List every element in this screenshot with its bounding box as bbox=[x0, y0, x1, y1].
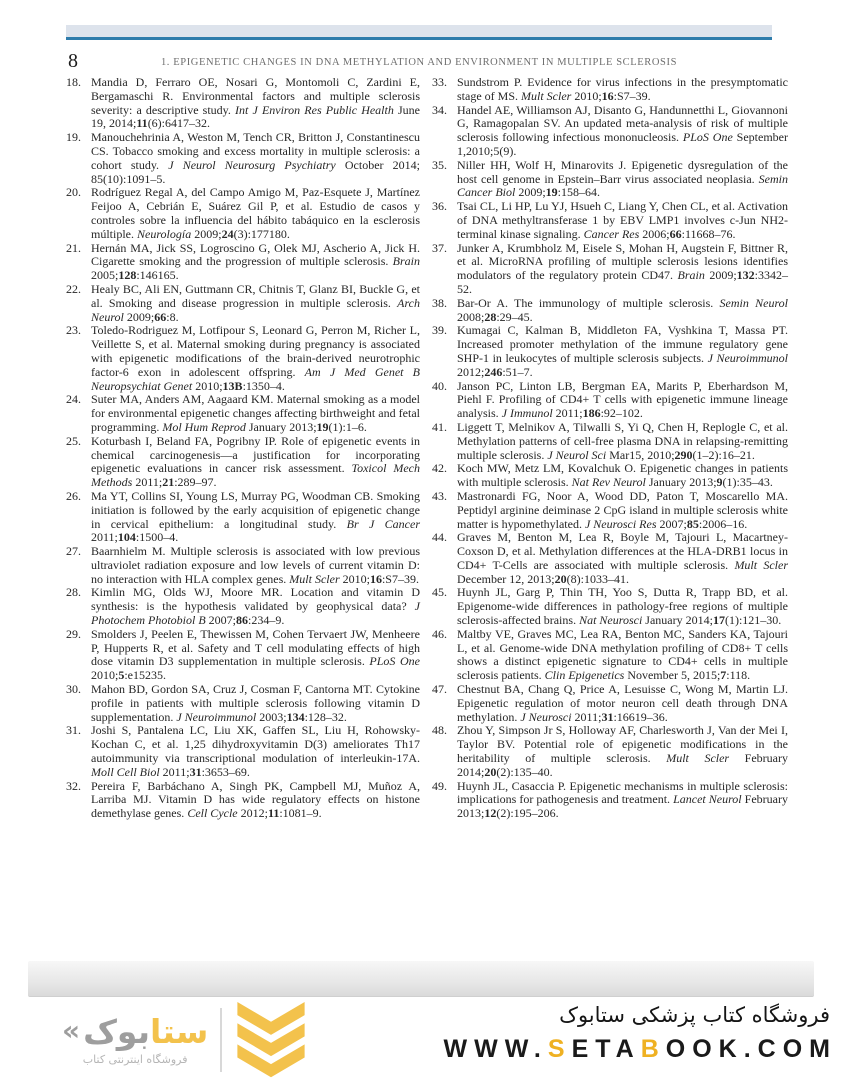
store-title: فروشگاه کتاب پزشکی ستابوک bbox=[559, 1003, 830, 1027]
references-column-left bbox=[66, 76, 420, 821]
reference-item bbox=[66, 490, 420, 545]
reference-number: 45. bbox=[432, 585, 447, 600]
reference-number: 29. bbox=[66, 626, 81, 641]
wordmark-yellow-part: ستا bbox=[149, 1011, 209, 1051]
reference-text: Healy BC, Ali EN, Guttmann CR, Chitnis T, Glanz BI, Buckle G, et al. Smoking and disease progression in multiple sclerosis. Arch Neurol 2009;66:8. bbox=[91, 281, 420, 324]
reference-number: 31. bbox=[66, 723, 81, 738]
reference-text: Baarnhielm M. Multiple sclerosis is associated with low previous ultraviolet radiation exposure and low levels of current vitamin D: no interaction with HLA complex genes. Mult Scler 2010;16:S7–39. bbox=[91, 544, 420, 586]
reference-text: Janson PC, Linton LB, Bergman EA, Marits P, Eberhardson M, Piehl F. Profiling of CD4+ T cells with epigenetic immune lineage analysis. J Immunol 2011;186:92–102. bbox=[457, 378, 788, 421]
reference-item bbox=[66, 242, 420, 283]
wordmark-gray-part: بوک bbox=[83, 1011, 150, 1051]
reference-number: 43. bbox=[432, 488, 447, 503]
reference-item bbox=[66, 586, 420, 627]
reference-item bbox=[66, 283, 420, 324]
reference-text: Joshi S, Pantalena LC, Liu XK, Gaffen SL, Liu H, Rohowsky-Kochan C, et al. 1,25 dihydroxyvitamin D(3) ameliorates Th17 autoimmunity via transcriptional modulation of interleukin-17A. Moll Cell Biol 2011;31:3653–69. bbox=[91, 723, 420, 779]
page-number: 8 bbox=[68, 50, 78, 72]
reference-text: Graves M, Benton M, Lea R, Boyle M, Tajouri L, Macartney-Coxson D, et al. Methylation differences at the HLA-DRB1 locus in CD4+ T-Cells are associated with multiple sclerosis. Mult Scler December 12, 2013;20(8):1033–41. bbox=[457, 530, 788, 586]
reference-text: Hernán MA, Jick SS, Logroscino G, Olek MJ, Ascherio A, Jick H. Cigarette smoking and the progression of multiple sclerosis. Brain 2005;128:146165. bbox=[91, 240, 420, 283]
reference-item bbox=[66, 545, 420, 586]
reference-item bbox=[432, 200, 788, 241]
reference-text: Koch MW, Metz LM, Kovalchuk O. Epigenetic changes in patients with multiple sclerosis. Nat Rev Neurol January 2013;9(1):35–43. bbox=[457, 461, 788, 490]
reference-text: Manouchehrinia A, Weston M, Tench CR, Britton J, Constantinescu CS. Tobacco smoking and excess mortality in multiple sclerosis: a cohort study. J Neurol Neurosurg Psychiatry October 2014; 85(10):1091–5. bbox=[91, 130, 421, 186]
reference-item bbox=[432, 324, 788, 379]
reference-text: Handel AE, Williamson AJ, Disanto G, Handunnetthi L, Giovannoni G, Ramagopalan SV. An updated meta-analysis of risk of multiple sclerosis following infectious mononucleosis. PLoS One September 1,2010;5(9). bbox=[457, 102, 788, 158]
url-segment: OOK.COM bbox=[665, 1035, 837, 1063]
reference-text: Liggett T, Melnikov A, Tilwalli S, Yi Q, Chen H, Replogle C, et al. Methylation patterns of cell-free plasma DNA in relapsing-remitting multiple sclerosis. J Neurol Sci Mar15, 2010;290(1–2):16–21. bbox=[457, 419, 788, 462]
reference-text: Chestnut BA, Chang Q, Price A, Lesuisse C, Wong M, Martin LJ. Epigenetic regulation of motor neuron cell death through DNA methylation. J Neurosci 2011;31:16619–36. bbox=[457, 682, 788, 724]
reference-number: 40. bbox=[432, 378, 447, 393]
reference-number: 38. bbox=[432, 295, 447, 310]
guillemet-icon: « bbox=[62, 1014, 81, 1047]
reference-number: 25. bbox=[66, 433, 81, 448]
reference-text: Mandia D, Ferraro OE, Nosari G, Montomoli C, Zardini E, Bergamaschi R. Environmental factors and multiple sclerosis severity: a descriptive study. Int J Environ Res Public Health June 19, 2014;11(6):6417–32. bbox=[91, 75, 420, 131]
reference-text: Zhou Y, Simpson Jr S, Holloway AF, Charlesworth J, Van der Mei I, Taylor BV. Potential role of epigenetic modifications in the heritability of multiple sclerosis. Mult Scler February 2014;20(2):135–40. bbox=[457, 723, 788, 779]
reference-number: 18. bbox=[66, 75, 81, 89]
reference-item bbox=[432, 380, 788, 421]
reference-text: Junker A, Krumbholz M, Eisele S, Mohan H, Augstein F, Bittner R, et al. MicroRNA profiling of multiple sclerosis lesions identifies modulators of the regulatory protein CD47. Brain 2009;132:3342–52. bbox=[457, 240, 788, 296]
reference-text: Kimlin MG, Olds WJ, Moore MR. Location and vitamin D synthesis: is the hypothesis validated by geophysical data? J Photochem Photobiol B 2007;86:234–9. bbox=[91, 585, 420, 628]
reference-text: Huynh JL, Garg P, Thin TH, Yoo S, Dutta R, Trapp BD, et al. Epigenome-wide differences in pathology-free regions of multiple sclerosis-affected brains. Nat Neurosci January 2014;17(1):121–30. bbox=[457, 585, 788, 628]
reference-item bbox=[432, 104, 788, 159]
reference-number: 26. bbox=[66, 488, 81, 503]
reference-text: Sundstrom P. Evidence for virus infections in the presymptomatic stage of MS. Mult Scler 2010;16:S7–39. bbox=[457, 75, 788, 103]
reference-text: Toledo-Rodriguez M, Lotfipour S, Leonard G, Perron M, Richer L, Veillette S, et al. Maternal smoking during pregnancy is associated with epigenetic modifications of the brain-derived neurotrophic factor-6 exon in adolescent offspring. Am J Med Genet B Neuropsychiat Genet 2010;13B:1350–4. bbox=[91, 323, 420, 393]
logo-wordmark bbox=[62, 1011, 209, 1066]
reference-item bbox=[432, 159, 788, 200]
reference-item bbox=[432, 586, 788, 627]
reference-text: Koturbash I, Beland FA, Pogribny IP. Role of epigenetic events in chemical carcinogenesis—a justification for incorporating epigenetic evaluations in cancer risk assessment. Toxicol Mech Methods 2011;21:289–97. bbox=[91, 433, 421, 490]
reference-number: 39. bbox=[432, 323, 447, 338]
url-segment: ETA bbox=[571, 1035, 641, 1063]
reference-number: 42. bbox=[432, 461, 447, 476]
reference-text: Kumagai C, Kalman B, Middleton FA, Vyshkina T, Massa PT. Increased promoter methylation of the immune regulatory gene SHP-1 in leukocytes of multiple sclerosis subjects. J Neuroimmunol 2012;246:51–7. bbox=[457, 323, 789, 379]
reference-text: Pereira F, Barbáchano A, Singh PK, Campbell MJ, Muñoz A, Larriba MJ. Vitamin D has wide regulatory effects on histone demethylase genes. Cell Cycle 2012;11:1081–9. bbox=[91, 778, 420, 821]
reference-item bbox=[66, 683, 420, 724]
url-segment: B bbox=[640, 1035, 666, 1063]
reference-item bbox=[432, 421, 788, 462]
reference-number: 41. bbox=[432, 419, 447, 434]
reference-item bbox=[432, 531, 788, 586]
reference-number: 24. bbox=[66, 392, 81, 407]
reference-number: 21. bbox=[66, 240, 81, 255]
chevrons-icon bbox=[234, 1002, 308, 1078]
reference-item bbox=[66, 435, 420, 490]
reference-item bbox=[66, 628, 420, 683]
reference-text: Maltby VE, Graves MC, Lea RA, Benton MC, Sanders KA, Tajouri L, et al. Genome-wide DNA methylation profiling of CD8+ T cells shows a distinct epigenetic signature to CD4+ cells in multiple sclerosis patients. Clin Epigenetics November 5, 2015;7:118. bbox=[457, 626, 788, 683]
url-segment: WWW. bbox=[443, 1035, 548, 1063]
reference-number: 44. bbox=[432, 530, 447, 545]
logo-tagline: فروشگاه اینترنتی کتاب bbox=[82, 1052, 188, 1066]
reference-item bbox=[66, 76, 420, 131]
reference-item bbox=[432, 628, 788, 683]
reference-number: 46. bbox=[432, 626, 447, 641]
reference-text: Suter MA, Anders AM, Aagaard KM. Maternal smoking as a model for environmental epigenetic changes affecting birthweight and fetal programming. Mol Hum Reprod January 2013;19(1):1–6. bbox=[91, 392, 420, 434]
reference-number: 28. bbox=[66, 585, 81, 600]
reference-number: 47. bbox=[432, 682, 447, 697]
reference-number: 48. bbox=[432, 723, 447, 738]
reference-number: 49. bbox=[432, 778, 447, 793]
reference-item bbox=[432, 242, 788, 297]
reference-number: 32. bbox=[66, 778, 81, 793]
reference-item bbox=[432, 780, 788, 821]
reference-number: 22. bbox=[66, 281, 81, 296]
reference-item bbox=[66, 393, 420, 434]
running-title: 1. EPIGENETIC CHANGES IN DNA METHYLATION AND ENVIRONMENT IN MULTIPLE SCLEROSIS bbox=[160, 57, 678, 68]
logo-wordmark-row bbox=[62, 1011, 209, 1051]
reference-text: Niller HH, Wolf H, Minarovits J. Epigenetic dysregulation of the host cell genome in Epstein–Barr virus associated neoplasia. Semin Cancer Biol 2009;19:158–64. bbox=[457, 157, 788, 200]
reference-item bbox=[432, 683, 788, 724]
page-bottom-shadow bbox=[28, 961, 814, 997]
bookstore-text bbox=[443, 1003, 837, 1064]
reference-text: Mastronardi FG, Noor A, Wood DD, Paton T, Moscarello MA. Peptidyl arginine deiminase 2 CpG island in multiple sclerosis white matter is hypomethylated. J Neurosci Res 2007;85:2006–16. bbox=[457, 488, 788, 531]
reference-number: 30. bbox=[66, 682, 81, 697]
header-band bbox=[66, 25, 772, 40]
reference-number: 27. bbox=[66, 544, 81, 559]
reference-item bbox=[66, 324, 420, 393]
bookstore-logo bbox=[62, 1002, 308, 1078]
reference-text: Bar-Or A. The immunology of multiple sclerosis. Semin Neurol 2008;28:29–45. bbox=[457, 295, 789, 324]
reference-text: Ma YT, Collins SI, Young LS, Murray PG, Woodman CB. Smoking initiation is followed by the early acquisition of epigenetic change in cervical epithelium: a longitudinal study. Br J Cancer 2011;104:1500–4. bbox=[91, 488, 420, 545]
reference-number: 34. bbox=[432, 102, 447, 117]
reference-number: 19. bbox=[66, 130, 81, 145]
reference-item bbox=[66, 186, 420, 241]
reference-number: 33. bbox=[432, 75, 447, 89]
reference-item bbox=[66, 724, 420, 779]
reference-item bbox=[432, 462, 788, 490]
reference-text: Mahon BD, Gordon SA, Cruz J, Cosman F, Cantorna MT. Cytokine profile in patients with multiple sclerosis following vitamin D supplementation. J Neuroimmunol 2003;134:128–32. bbox=[91, 682, 420, 724]
reference-item bbox=[432, 724, 788, 779]
reference-item bbox=[432, 297, 788, 325]
reference-number: 35. bbox=[432, 157, 447, 172]
url-segment: S bbox=[547, 1035, 572, 1063]
reference-number: 23. bbox=[66, 323, 81, 338]
reference-item bbox=[66, 780, 420, 821]
logo-divider bbox=[220, 1008, 222, 1072]
reference-number: 37. bbox=[432, 240, 447, 255]
reference-text: Tsai CL, Li HP, Lu YJ, Hsueh C, Liang Y, Chen CL, et al. Activation of DNA methyltransferase 1 by EBV LMP1 involves c-Jun NH2-terminal kinase signaling. Cancer Res 2006;66:11668–76. bbox=[457, 199, 788, 241]
reference-number: 36. bbox=[432, 199, 447, 214]
reference-number: 20. bbox=[66, 185, 81, 200]
reference-text: Huynh JL, Casaccia P. Epigenetic mechanisms in multiple sclerosis: implications for pathogenesis and treatment. Lancet Neurol February 2013;12(2):195–206. bbox=[457, 778, 788, 821]
references-column-right bbox=[432, 76, 788, 821]
reference-text: Rodríguez Regal A, del Campo Amigo M, Paz-Esquete J, Martínez Feijoo A, Cebrián E, Suárez Gil P, et al. Estudio de casos y controles sobre la influencia del hábito tabáquico en la esclerosis múltiple. Neurología 2009;24(3):177180. bbox=[91, 185, 420, 241]
reference-text: Smolders J, Peelen E, Thewissen M, Cohen Tervaert JW, Menheere P, Hupperts R, et al. Safety and T cell modulating effects of high dose vitamin D3 supplementation in multiple sclerosis. PLoS One 2010;5:e15235. bbox=[91, 626, 420, 683]
store-url bbox=[444, 1035, 837, 1064]
reference-item bbox=[432, 490, 788, 531]
reference-item bbox=[66, 131, 420, 186]
reference-item bbox=[432, 76, 788, 104]
